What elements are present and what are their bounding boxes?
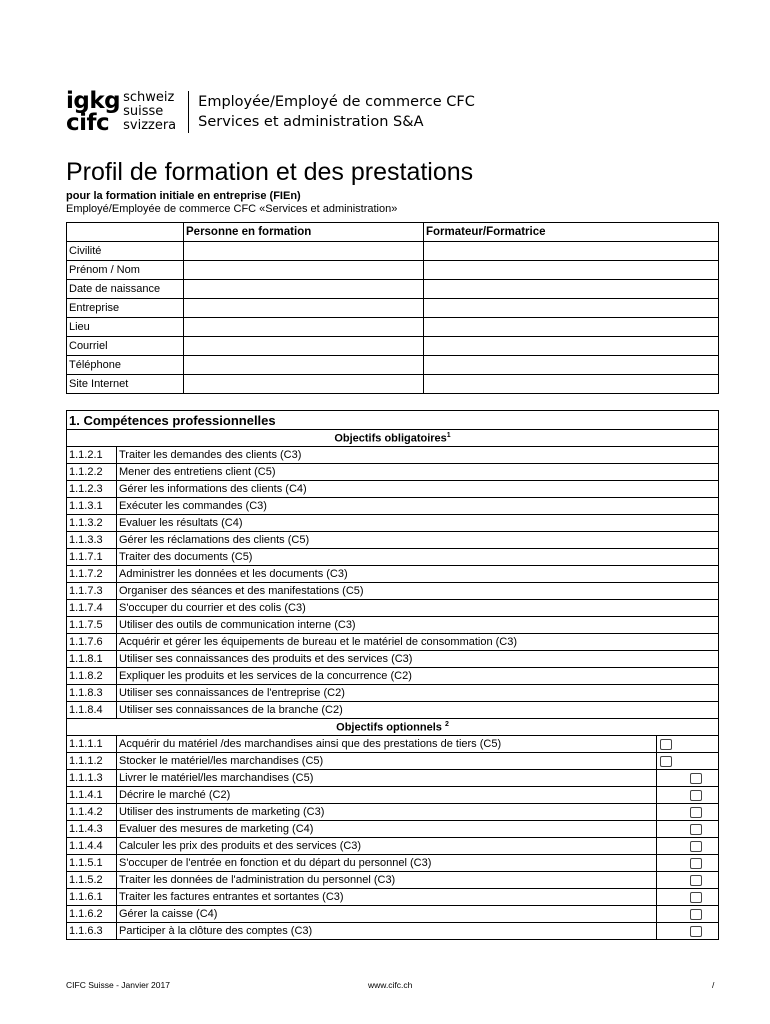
objective-label: Utiliser des outils de communication interne (C3)	[117, 617, 719, 634]
objective-label: Evaluer les résultats (C4)	[117, 515, 719, 532]
section-row	[67, 411, 719, 430]
objective-code: 1.1.4.1	[67, 787, 117, 804]
table-row	[67, 583, 719, 600]
objective-checkbox[interactable]	[690, 841, 702, 852]
table-row	[67, 770, 719, 787]
objective-code: 1.1.7.4	[67, 600, 117, 617]
table-row	[67, 804, 719, 821]
objective-code: 1.1.6.2	[67, 906, 117, 923]
table-row	[67, 617, 719, 634]
table-row	[67, 668, 719, 685]
objective-checkbox-cell	[657, 838, 719, 855]
objective-code: 1.1.8.1	[67, 651, 117, 668]
logo-divider	[188, 91, 189, 133]
table-row	[67, 337, 719, 356]
table-row	[67, 685, 719, 702]
table-row	[67, 280, 719, 299]
objective-checkbox[interactable]	[690, 807, 702, 818]
objective-code: 1.1.6.1	[67, 889, 117, 906]
row-label-telephone: Téléphone	[67, 356, 184, 375]
table-row	[67, 356, 719, 375]
objective-label: Stocker le matériel/les marchandises (C5)	[117, 753, 657, 770]
table-row	[67, 299, 719, 318]
input-naissance-apprentice[interactable]	[184, 280, 424, 299]
person-table-header-row	[67, 223, 719, 242]
objective-checkbox-cell	[657, 770, 719, 787]
objective-code: 1.1.8.4	[67, 702, 117, 719]
objective-label: Evaluer des mesures de marketing (C4)	[117, 821, 657, 838]
row-label-site: Site Internet	[67, 375, 184, 394]
table-row	[67, 787, 719, 804]
logo-line-2: Services et administration S&A	[198, 114, 424, 130]
objective-label: Gérer les informations des clients (C4)	[117, 481, 719, 498]
subheader-row	[67, 430, 719, 447]
input-entreprise-apprentice[interactable]	[184, 299, 424, 318]
objective-checkbox[interactable]	[690, 790, 702, 801]
objective-checkbox[interactable]	[660, 739, 672, 750]
logo-line-1: Employée/Employé de commerce CFC	[198, 94, 475, 110]
person-table-corner-cell	[67, 223, 184, 242]
objective-code: 1.1.3.2	[67, 515, 117, 532]
objective-label: S'occuper du courrier et des colis (C3)	[117, 600, 719, 617]
table-row	[67, 821, 719, 838]
objective-code: 1.1.4.4	[67, 838, 117, 855]
table-row	[67, 651, 719, 668]
subheader-row	[67, 719, 719, 736]
input-lieu-apprentice[interactable]	[184, 318, 424, 337]
objective-label: Expliquer les produits et les services de la concurrence (C2)	[117, 668, 719, 685]
input-site-apprentice[interactable]	[184, 375, 424, 394]
objective-code: 1.1.8.2	[67, 668, 117, 685]
objective-checkbox-cell	[657, 855, 719, 872]
objective-label: Gérer les réclamations des clients (C5)	[117, 532, 719, 549]
objective-label: Utiliser ses connaissances des produits et des services (C3)	[117, 651, 719, 668]
table-row	[67, 702, 719, 719]
objective-label: Utiliser des instruments de marketing (C3)	[117, 804, 657, 821]
table-row	[67, 753, 719, 770]
objective-code: 1.1.5.2	[67, 872, 117, 889]
input-civilite-trainer[interactable]	[424, 242, 719, 261]
table-row	[67, 481, 719, 498]
optional-footnote: 2	[444, 720, 449, 728]
objective-checkbox-cell	[657, 906, 719, 923]
objective-code: 1.1.2.2	[67, 464, 117, 481]
objective-code: 1.1.3.1	[67, 498, 117, 515]
footer-page-number: /	[712, 980, 715, 990]
objective-code: 1.1.7.3	[67, 583, 117, 600]
objective-code: 1.1.1.3	[67, 770, 117, 787]
objective-label: Acquérir du matériel /des marchandises ainsi que des prestations de tiers (C5)	[117, 736, 657, 753]
objective-label: Acquérir et gérer les équipements de bureau et le matériel de consommation (C3)	[117, 634, 719, 651]
objective-code: 1.1.7.6	[67, 634, 117, 651]
table-row	[67, 515, 719, 532]
row-label-courriel: Courriel	[67, 337, 184, 356]
input-courriel-apprentice[interactable]	[184, 337, 424, 356]
input-naissance-trainer[interactable]	[424, 280, 719, 299]
logo-mark-top: igkg	[66, 88, 121, 114]
objective-checkbox-cell	[657, 923, 719, 940]
logo-lang-it: svizzera	[123, 118, 177, 133]
input-lieu-trainer[interactable]	[424, 318, 719, 337]
objective-checkbox-cell	[657, 889, 719, 906]
row-label-civilite: Civilité	[67, 242, 184, 261]
competences-table	[66, 410, 719, 940]
page-subsubtitle: Employé/Employée de commerce CFC «Services et administration»	[66, 203, 398, 215]
table-row	[67, 634, 719, 651]
objective-label: Traiter les demandes des clients (C3)	[117, 447, 719, 464]
table-row	[67, 261, 719, 280]
objective-code: 1.1.8.3	[67, 685, 117, 702]
input-entreprise-trainer[interactable]	[424, 299, 719, 318]
objective-checkbox[interactable]	[690, 892, 702, 903]
input-nom-apprentice[interactable]	[184, 261, 424, 280]
objective-checkbox[interactable]	[690, 875, 702, 886]
logo-lang-de: schweiz	[123, 90, 175, 105]
input-nom-trainer[interactable]	[424, 261, 719, 280]
table-row	[67, 889, 719, 906]
footer-left: CIFC Suisse - Janvier 2017	[66, 980, 170, 990]
table-row	[67, 923, 719, 940]
optional-header	[67, 719, 719, 736]
objective-label: Organiser des séances et des manifestations (C5)	[117, 583, 719, 600]
table-row	[67, 464, 719, 481]
table-row	[67, 736, 719, 753]
objective-label: Administrer les données et les documents (C3)	[117, 566, 719, 583]
table-row	[67, 838, 719, 855]
objective-checkbox-cell	[657, 753, 719, 770]
header-apprentice: Personne en formation	[184, 223, 424, 242]
row-label-nom: Prénom / Nom	[67, 261, 184, 280]
objective-code: 1.1.7.1	[67, 549, 117, 566]
objective-label: Traiter les factures entrantes et sortantes (C3)	[117, 889, 657, 906]
row-label-entreprise: Entreprise	[67, 299, 184, 318]
table-row	[67, 566, 719, 583]
objective-code: 1.1.7.2	[67, 566, 117, 583]
logo-mark-bottom: cifc	[66, 110, 110, 136]
objective-label: Exécuter les commandes (C3)	[117, 498, 719, 515]
table-row	[67, 855, 719, 872]
objective-code: 1.1.7.5	[67, 617, 117, 634]
objective-code: 1.1.2.1	[67, 447, 117, 464]
objective-label: Traiter des documents (C5)	[117, 549, 719, 566]
objective-label: Utiliser ses connaissances de la branche (C2)	[117, 702, 719, 719]
objective-label: Utiliser ses connaissances de l'entreprise (C2)	[117, 685, 719, 702]
page-title: Profil de formation et des prestations	[66, 158, 474, 186]
objective-code: 1.1.2.3	[67, 481, 117, 498]
table-row	[67, 498, 719, 515]
objective-code: 1.1.3.3	[67, 532, 117, 549]
objective-checkbox-cell	[657, 787, 719, 804]
objective-label: Participer à la clôture des comptes (C3)	[117, 923, 657, 940]
objective-checkbox[interactable]	[690, 909, 702, 920]
objective-label: Livrer le matériel/les marchandises (C5)	[117, 770, 657, 787]
header-logo	[66, 86, 475, 138]
objective-label: S'occuper de l'entrée en fonction et du départ du personnel (C3)	[117, 855, 657, 872]
table-row	[67, 549, 719, 566]
objective-label: Décrire le marché (C2)	[117, 787, 657, 804]
table-row	[67, 872, 719, 889]
objective-code: 1.1.4.2	[67, 804, 117, 821]
objective-checkbox-cell	[657, 872, 719, 889]
table-row	[67, 600, 719, 617]
table-row	[67, 447, 719, 464]
objective-label: Gérer la caisse (C4)	[117, 906, 657, 923]
objective-label: Mener des entretiens client (C5)	[117, 464, 719, 481]
objective-label: Calculer les prix des produits et des services (C3)	[117, 838, 657, 855]
input-courriel-trainer[interactable]	[424, 337, 719, 356]
objective-checkbox[interactable]	[660, 756, 672, 767]
input-civilite-apprentice[interactable]	[184, 242, 424, 261]
optional-header-text: Objectifs optionnels	[336, 721, 442, 734]
footer-url[interactable]: www.cifc.ch	[368, 980, 413, 990]
row-label-naissance: Date de naissance	[67, 280, 184, 299]
objective-code: 1.1.1.1	[67, 736, 117, 753]
objective-checkbox[interactable]	[690, 926, 702, 937]
row-label-lieu: Lieu	[67, 318, 184, 337]
logo-lang-fr: suisse	[123, 104, 164, 119]
objective-checkbox-cell	[657, 804, 719, 821]
cifc-logo	[66, 90, 176, 134]
objective-checkbox[interactable]	[690, 773, 702, 784]
person-info-table	[66, 222, 719, 394]
objective-code: 1.1.6.3	[67, 923, 117, 940]
objective-checkbox-cell	[657, 821, 719, 838]
objective-code: 1.1.1.2	[67, 753, 117, 770]
mandatory-header	[67, 430, 719, 447]
input-telephone-trainer[interactable]	[424, 356, 719, 375]
mandatory-footnote: 1	[446, 431, 451, 439]
table-row	[67, 375, 719, 394]
objective-code: 1.1.5.1	[67, 855, 117, 872]
table-row	[67, 242, 719, 261]
input-telephone-apprentice[interactable]	[184, 356, 424, 375]
table-row	[67, 318, 719, 337]
section-title: 1. Compétences professionnelles	[67, 411, 719, 430]
page-subtitle: pour la formation initiale en entreprise (FIEn)	[66, 190, 301, 202]
objective-checkbox[interactable]	[690, 858, 702, 869]
header-trainer: Formateur/Formatrice	[424, 223, 719, 242]
input-site-trainer[interactable]	[424, 375, 719, 394]
objective-label: Traiter les données de l'administration du personnel (C3)	[117, 872, 657, 889]
objective-checkbox[interactable]	[690, 824, 702, 835]
table-row	[67, 906, 719, 923]
mandatory-header-text: Objectifs obligatoires	[334, 432, 447, 445]
table-row	[67, 532, 719, 549]
objective-checkbox-cell	[657, 736, 719, 753]
objective-code: 1.1.4.3	[67, 821, 117, 838]
